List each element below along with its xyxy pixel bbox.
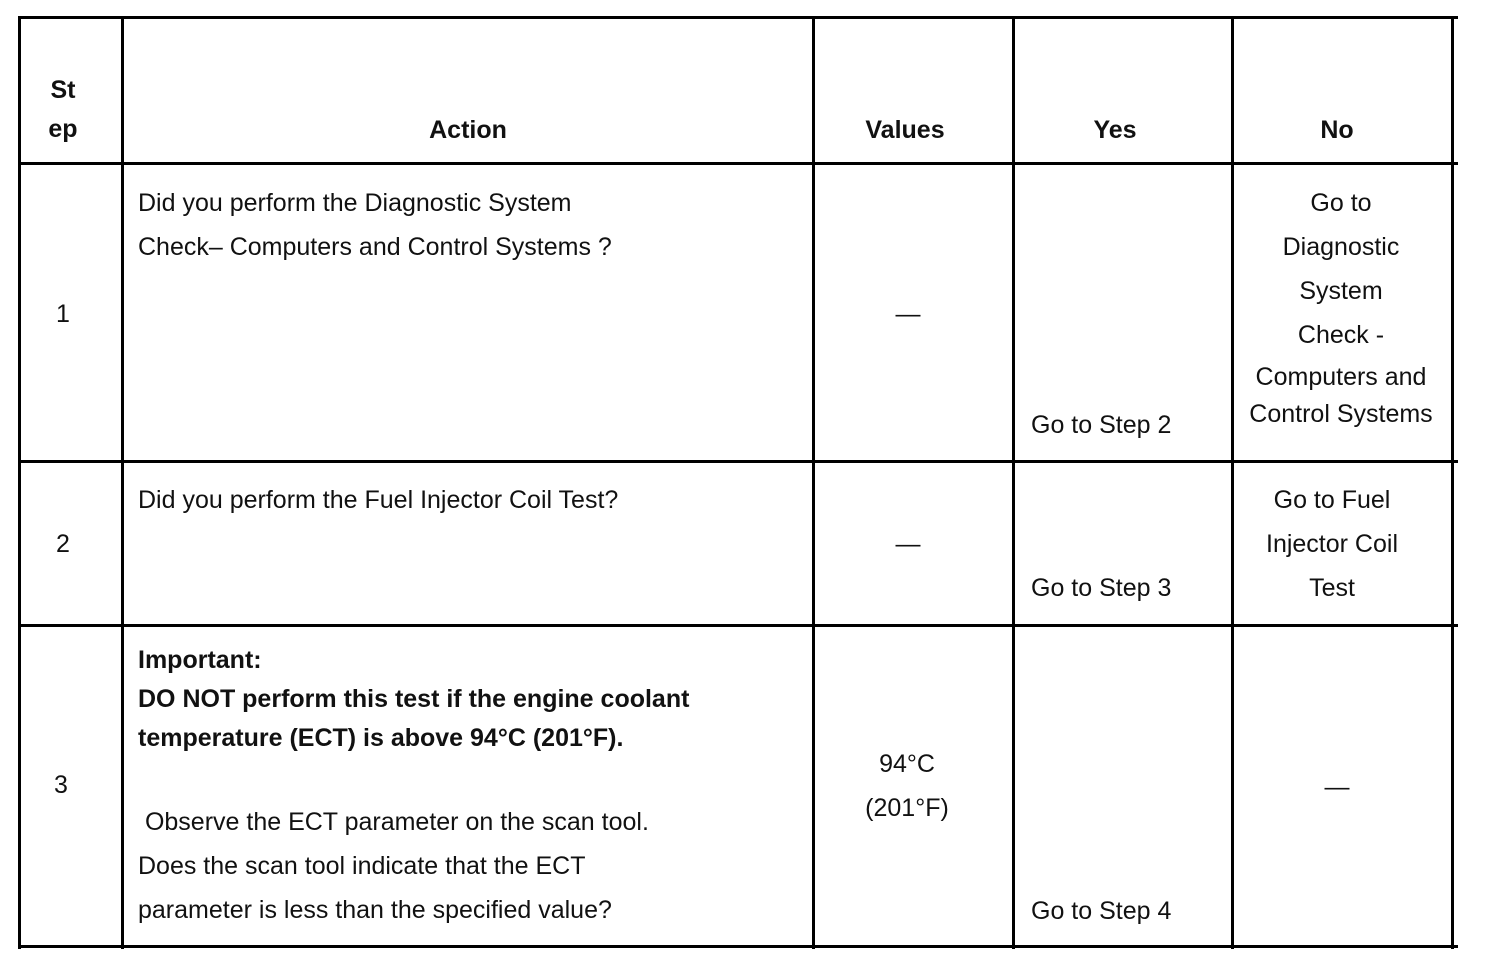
row3-value (815, 742, 999, 830)
header-yes: Yes (1093, 116, 1137, 144)
header-step (24, 71, 102, 149)
row1-yes: Go to Step 2 (1031, 411, 1172, 439)
row1-no (1234, 181, 1448, 431)
row3-no: — (1324, 773, 1350, 801)
important-line1: DO NOT perform this test if the engine coolant (138, 685, 690, 713)
row1-no-line2: Diagnostic (1282, 233, 1400, 261)
header-step-line2: ep (48, 115, 78, 143)
row3-action-line3: parameter is less than the specified value? (138, 896, 612, 924)
row1-value: — (895, 300, 921, 328)
header-no: No (1320, 116, 1354, 144)
row1-no-line3: System (1299, 277, 1383, 305)
row2-action: Did you perform the Fuel Injector Coil Test? (138, 486, 619, 514)
row3-action (138, 800, 649, 932)
row3-important-note (138, 641, 689, 758)
row3-yes: Go to Step 4 (1031, 897, 1172, 925)
row1-no-line6: Control Systems (1249, 400, 1433, 428)
table-border-left (18, 16, 21, 949)
row1-action (138, 181, 612, 269)
header-action: Action (429, 116, 507, 144)
row2-yes: Go to Step 3 (1031, 574, 1172, 602)
important-label: Important: (138, 646, 262, 674)
row2-no-line2: Injector Coil (1266, 530, 1398, 558)
row2-value: — (895, 530, 921, 558)
header-values: Values (865, 116, 945, 144)
row-divider (18, 162, 1458, 165)
row3-value-line1: 94°C (879, 750, 935, 778)
important-line2: temperature (ECT) is above 94°C (201°F). (138, 724, 624, 752)
row2-no-line1: Go to Fuel (1273, 486, 1391, 514)
row1-step: 1 (56, 300, 70, 328)
row2-step: 2 (56, 530, 70, 558)
row2-no (1234, 478, 1430, 610)
row3-value-line2: (201°F) (865, 794, 949, 822)
column-divider (1012, 16, 1015, 949)
row3-action-line2: Does the scan tool indicate that the ECT (138, 852, 586, 880)
row1-no-line5: Computers and (1255, 363, 1427, 391)
row1-no-line4: Check - (1297, 321, 1385, 349)
row1-action-line2: Check– Computers and Control Systems ? (138, 233, 612, 261)
row1-action-line1: Did you perform the Diagnostic System (138, 189, 572, 217)
table-border-top (18, 16, 1458, 19)
row3-step: 3 (54, 771, 68, 799)
table-border-bottom (18, 945, 1458, 948)
column-divider (121, 16, 124, 949)
row-divider (18, 460, 1458, 463)
row2-no-line3: Test (1309, 574, 1355, 602)
row-divider (18, 624, 1458, 627)
header-step-line1: St (50, 76, 76, 104)
row1-no-line1: Go to (1310, 189, 1372, 217)
row3-action-line1: Observe the ECT parameter on the scan tool. (138, 808, 649, 836)
table-border-right (1451, 16, 1454, 949)
